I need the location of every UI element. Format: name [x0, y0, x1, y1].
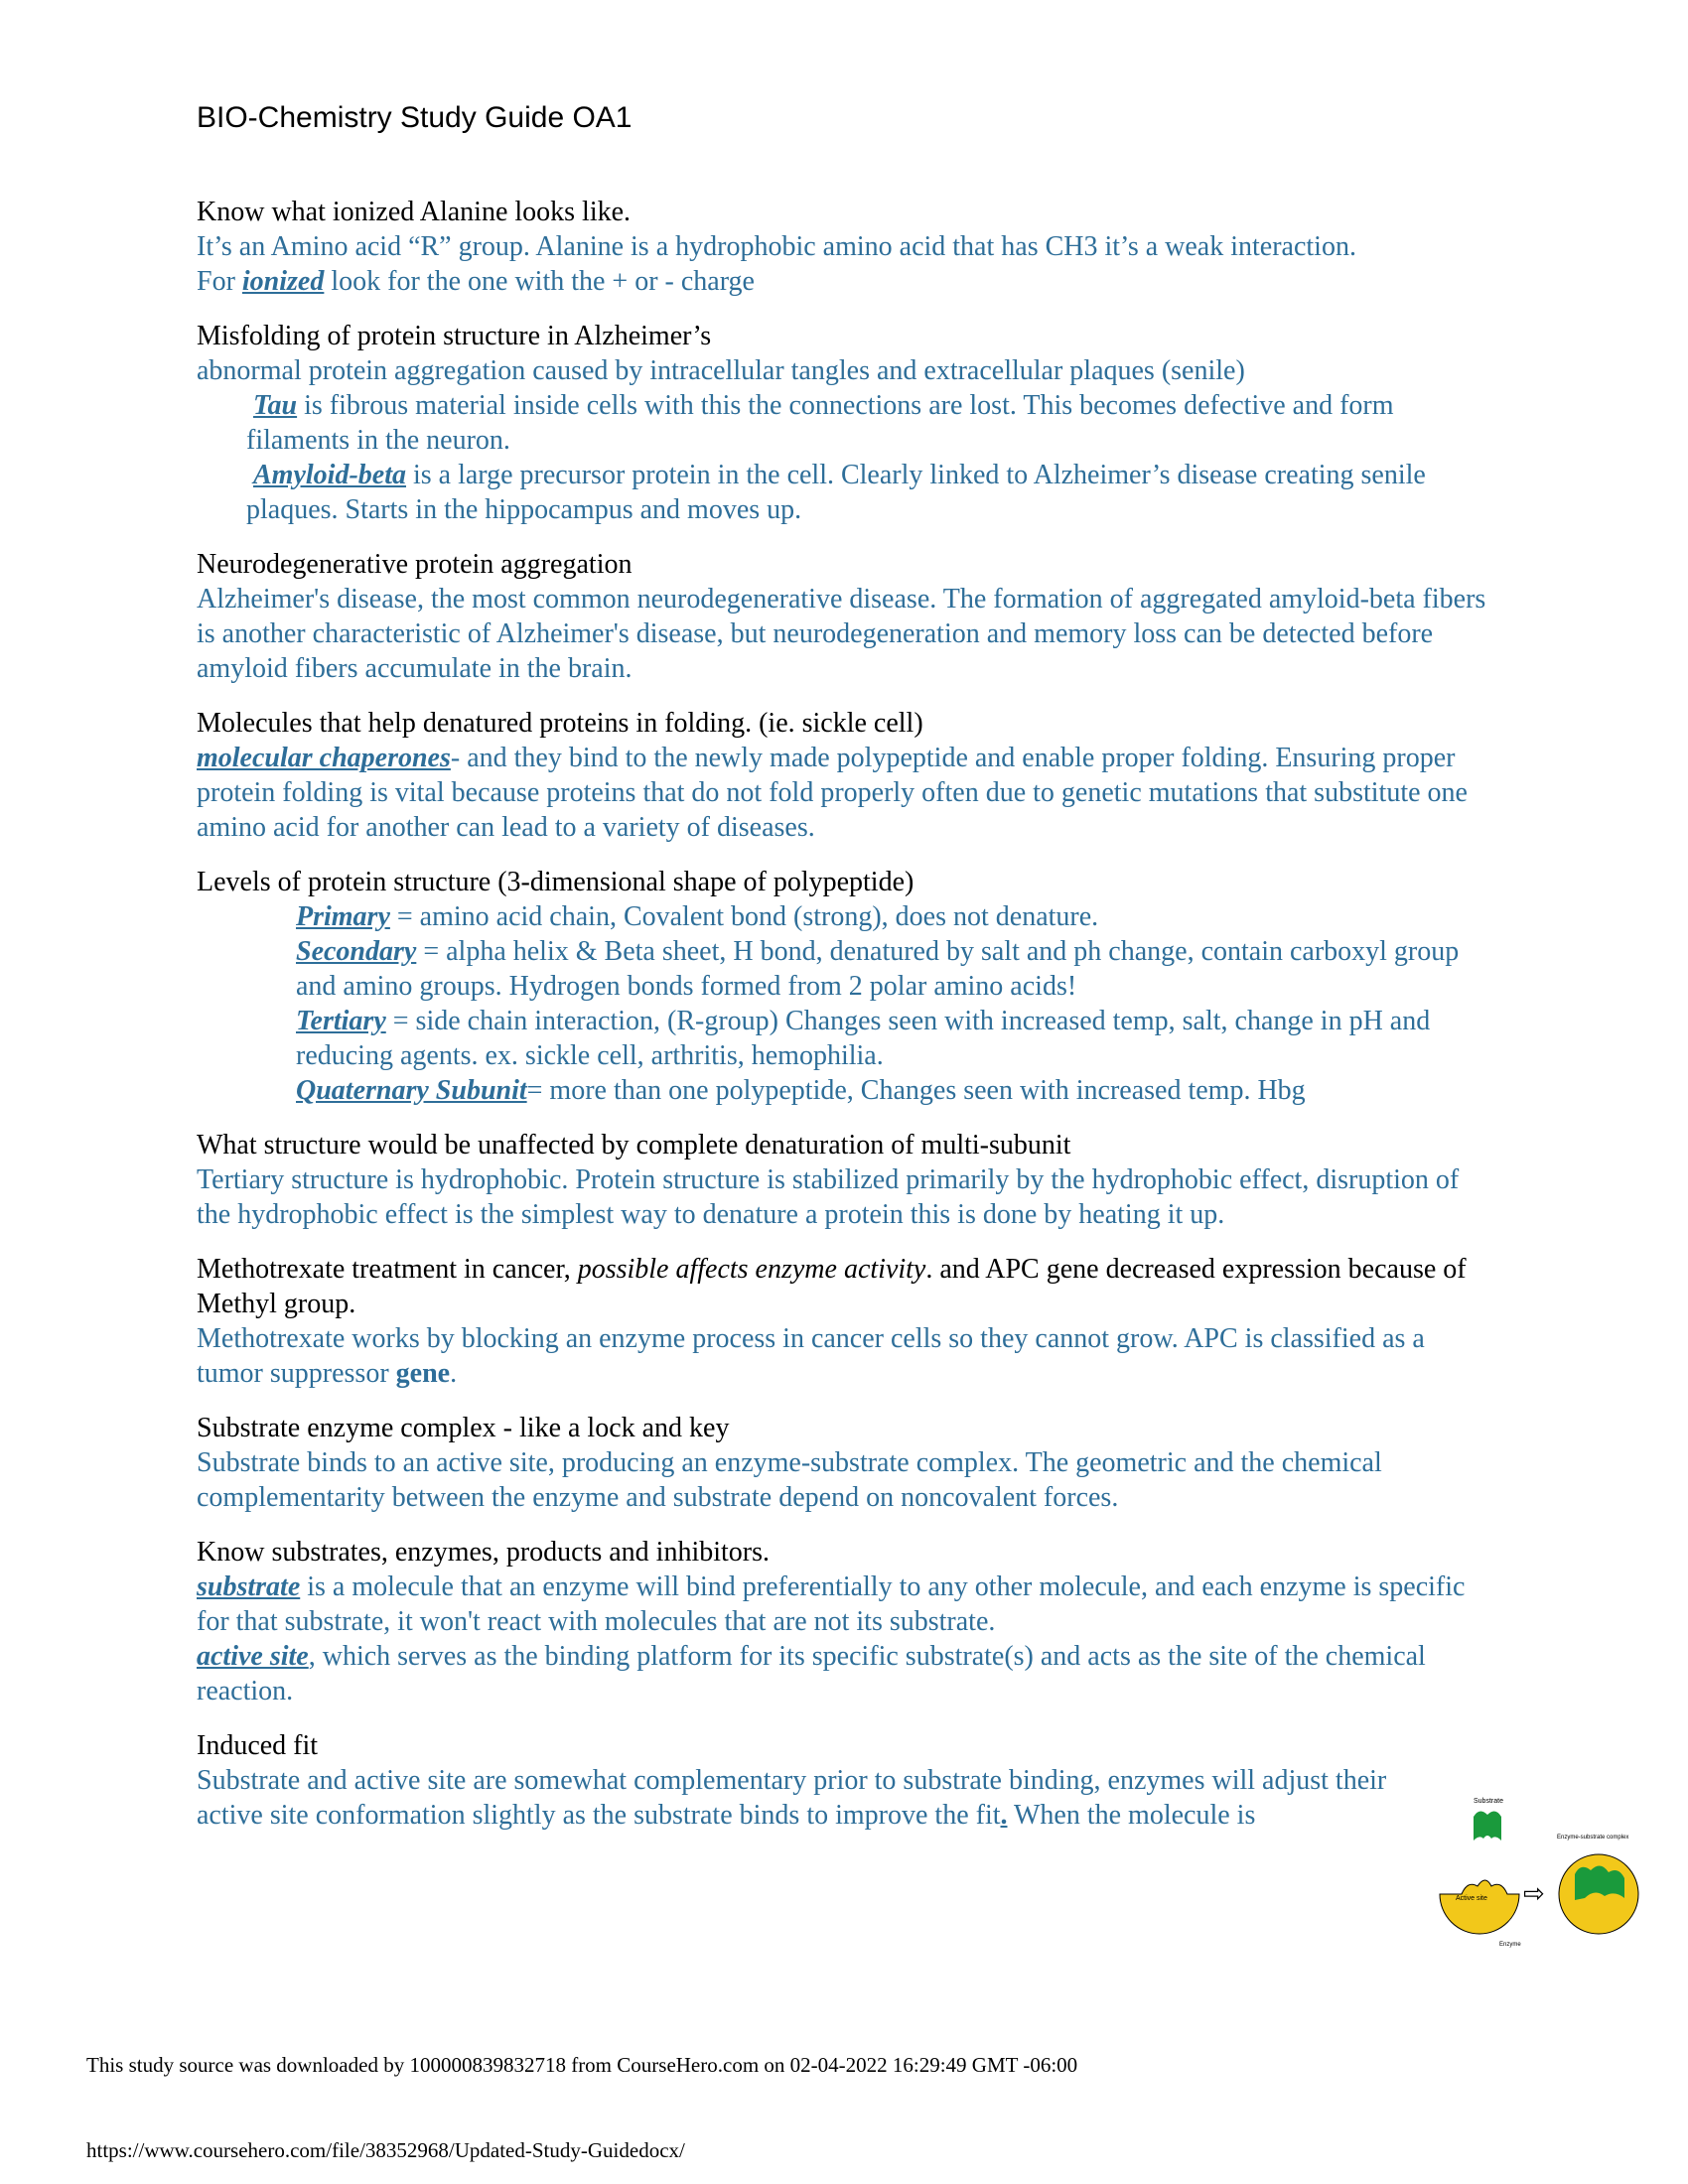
section-neurodegenerative [197, 547, 1487, 686]
answer-tertiary [197, 1004, 1487, 1073]
section-substrate-complex [197, 1411, 1487, 1515]
question: Neurodegenerative protein aggregation [197, 549, 633, 580]
answer: It’s an Amino acid “R” group. Alanine is a hydrophobic amino acid that has CH3 it’s a weak interaction. [197, 231, 1356, 262]
answer-text: . [450, 1358, 458, 1389]
answer-text: = alpha helix & Beta sheet, H bond, denatured by salt and ph change, contain carboxyl group and amino groups. Hydrogen bonds formed from 2 polar amino acids! [296, 936, 1460, 1002]
answer-text: is a molecule that an enzyme will bind preferentially to any other molecule, and each enzyme is specific for that substrate, it won't react with molecules that are not its substrate. [197, 1571, 1466, 1637]
answer-text: = more than one polypeptide, Changes seen with increased temp. Hbg [526, 1075, 1306, 1106]
term-secondary: Secondary [296, 936, 417, 967]
term-molecular-chaperones: molecular chaperones [197, 743, 451, 773]
question-text: Methotrexate treatment in cancer, [197, 1254, 578, 1285]
question: What structure would be unaffected by complete denaturation of multi-subunit [197, 1130, 1071, 1160]
question: Substrate enzyme complex - like a lock and key [197, 1413, 730, 1443]
document-body [197, 195, 1487, 1852]
section-substrates-enzymes [197, 1535, 1487, 1708]
answer-substrate [197, 1570, 1487, 1639]
section-chaperones [197, 706, 1487, 845]
footer-url[interactable]: https://www.coursehero.com/file/38352968/Updated-Study-Guidedocx/ [86, 2138, 685, 2162]
answer-period: . [1000, 1800, 1008, 1831]
question: Molecules that help denatured proteins in folding. (ie. sickle cell) [197, 708, 923, 739]
answer-secondary [197, 934, 1487, 1004]
question-text: . and APC gene decreased expression because of Methyl group. [197, 1254, 1467, 1319]
answer [197, 741, 1487, 845]
complex-label: Enzyme-substrate complex [1557, 1835, 1629, 1841]
answer-text: = side chain interaction, (R-group) Changes seen with increased temp, salt, change in pH and reducing agents. ex. sickle cell, arthritis, hemophilia. [296, 1006, 1431, 1071]
answer [197, 264, 1487, 299]
term-active-site: active site [197, 1641, 309, 1672]
section-alanine [197, 195, 1487, 299]
answer-tau [197, 388, 1487, 458]
answer-quaternary [197, 1073, 1487, 1108]
answer-text: For [197, 266, 242, 297]
enzyme-shape [1440, 1880, 1519, 1934]
induced-fit-diagram [1430, 1795, 1658, 1954]
answer-text: is a large precursor protein in the cell. Clearly linked to Alzheimer’s disease creating senile plaques. Starts in the hippocampus and moves up. [246, 460, 1426, 525]
question-italic: possible affects enzyme activity [577, 1254, 926, 1285]
answer-primary [197, 899, 1487, 934]
answer-text: = amino acid chain, Covalent bond (strong), does not denature. [389, 901, 1099, 932]
question: Know what ionized Alanine looks like. [197, 197, 632, 227]
enzyme-label: Enzyme [1499, 1942, 1521, 1948]
term-substrate: substrate [197, 1571, 301, 1602]
question: Know substrates, enzymes, products and inhibitors. [197, 1537, 771, 1568]
footer-source: This study source was downloaded by 100000839832718 from CourseHero.com on 02-04-2022 16:29:49 GMT -06:00 [86, 2053, 1078, 2077]
section-protein-levels [197, 865, 1487, 1108]
answer-text: When the molecule is [1007, 1800, 1256, 1831]
term-tertiary: Tertiary [296, 1006, 386, 1036]
answer-text: Methotrexate works by blocking an enzyme process in cancer cells so they cannot grow. APC is classified as a tumor suppressor [197, 1323, 1425, 1389]
term-quaternary: Quaternary Subunit [296, 1075, 527, 1106]
answer [197, 1763, 1433, 1833]
arrow-icon: ⇨ [1523, 1879, 1545, 1909]
term-primary: Primary [296, 901, 390, 932]
section-denaturation [197, 1128, 1487, 1232]
answer-bold: gene [395, 1358, 451, 1389]
question: Levels of protein structure (3-dimensional shape of polypeptide) [197, 867, 914, 897]
answer-text: is fibrous material inside cells with this the connections are lost. This becomes defective and form filaments in the neuron. [246, 390, 1394, 456]
answer-text: Substrate and active site are somewhat complementary prior to substrate binding, enzymes will adjust their active site conformation slightly as the substrate binds to improve the fit [197, 1765, 1387, 1831]
answer: abnormal protein aggregation caused by intracellular tangles and extracellular plaques (senile) [197, 355, 1245, 386]
term-tau: Tau [253, 390, 298, 421]
term-ionized: ionized [241, 266, 325, 297]
answer-amyloid [197, 458, 1487, 527]
substrate-label: Substrate [1474, 1798, 1503, 1805]
answer-text: look for the one with the + or - charge [324, 266, 755, 297]
section-misfolding [197, 319, 1487, 527]
answer-active-site [197, 1639, 1487, 1708]
answer: Alzheimer's disease, the most common neurodegenerative disease. The formation of aggregated amyloid-beta fibers is another characteristic of Alzheimer's disease, but neurodegeneration and memory loss can be detected before amyloid fibers accumulate in the brain. [197, 584, 1486, 684]
substrate-shape [1474, 1811, 1501, 1841]
question [197, 1252, 1487, 1321]
answer-text: , which serves as the binding platform for its specific substrate(s) and acts as the site of the chemical reaction. [197, 1641, 1426, 1706]
page-title: BIO-Chemistry Study Guide OA1 [197, 101, 633, 134]
active-site-label: Active site [1456, 1895, 1487, 1902]
question: Induced fit [197, 1730, 319, 1761]
section-methotrexate [197, 1252, 1487, 1391]
section-induced-fit [197, 1728, 1487, 1833]
answer [197, 1321, 1487, 1391]
answer-text: - and they bind to the newly made polypeptide and enable proper folding. Ensuring proper protein folding is vital because proteins that do not fold properly often due to genetic mutations that substitute one amino acid for another can lead to a variety of diseases. [197, 743, 1468, 843]
term-amyloid-beta: Amyloid-beta [253, 460, 406, 490]
question: Misfolding of protein structure in Alzheimer’s [197, 321, 712, 351]
answer: Substrate binds to an active site, producing an enzyme-substrate complex. The geometric and the chemical complementarity between the enzyme and substrate depend on noncovalent forces. [197, 1447, 1382, 1513]
answer: Tertiary structure is hydrophobic. Protein structure is stabilized primarily by the hydrophobic effect, disruption of the hydrophobic effect is the simplest way to denature a protein this is done by heating it up. [197, 1164, 1460, 1230]
